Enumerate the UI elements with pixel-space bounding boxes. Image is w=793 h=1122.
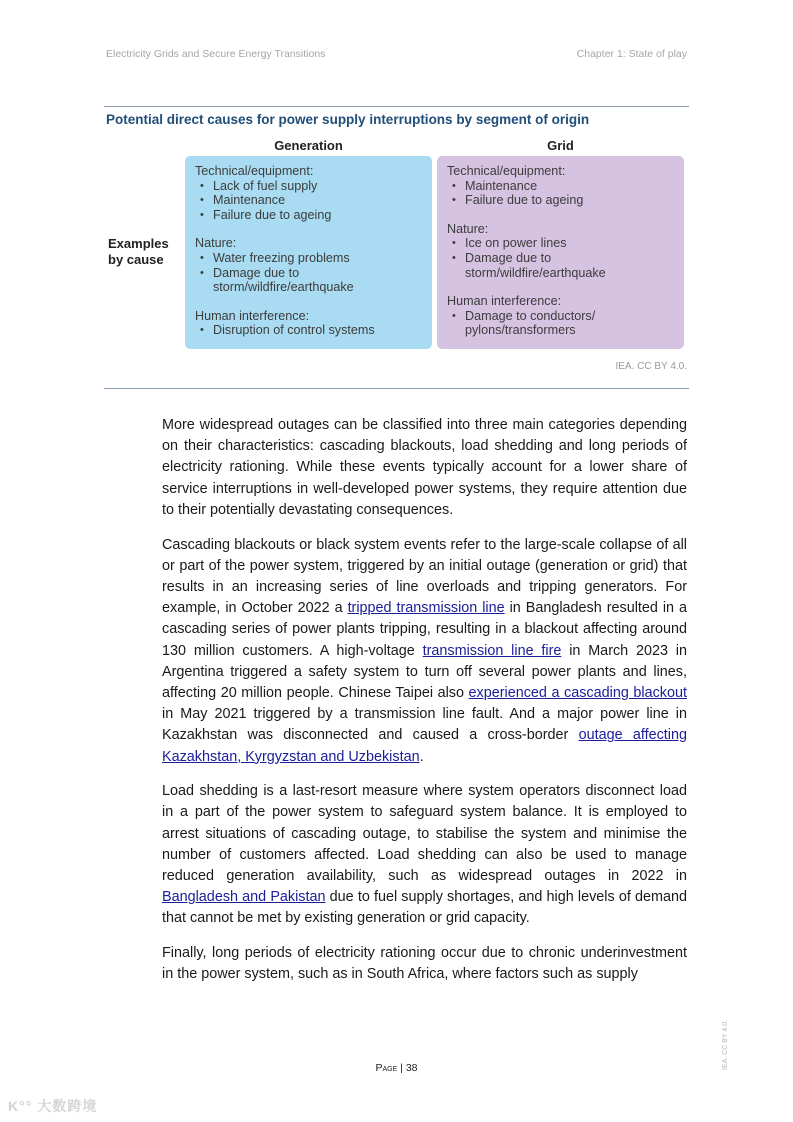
text-span: Cascading blackouts or black system events refer to the large-scale collapse of all or part of the power system, triggered by an initial outage (generation or grid) that results in an increasing series of line overloads and tripping generators. For example, in October 2022 a — [162, 536, 687, 617]
text-span: in May 2021 triggered by a transmission line fault. And a major power line in Kazakhstan was disconnected and caused a cross-border — [162, 706, 687, 744]
column-heading-generation: Generation — [274, 138, 343, 153]
generation-nature-group — [195, 236, 422, 294]
link-cascading-blackout[interactable]: experienced a cascading blackout — [468, 684, 687, 701]
column-heading-grid: Grid — [547, 138, 574, 153]
page-number-value: 38 — [405, 1062, 418, 1074]
generation-human-group — [195, 309, 422, 338]
text-span: Load shedding is a last-resort measure where system operators disconnect load in a part of the power system to safeguard system balance. It is employed to arrest situations of cascading outage, to stabilise the system and minimise the number of customers affected. Load shedding can also be used to manage reduced generation availability, such as widespread outages in 2022 in — [162, 783, 687, 885]
figure-credit: IEA. CC BY 4.0. — [615, 361, 687, 372]
group-title: Nature: — [447, 221, 489, 236]
figure-title: Potential direct causes for power supply interruptions by segment of origin — [106, 112, 590, 127]
list-item: • Maintenance — [447, 179, 674, 194]
text-span: . — [419, 748, 424, 765]
list-item: • Disruption of control systems — [195, 323, 422, 338]
text-span: due to fuel supply shortages, and high levels of demand that cannot be met by existing generation or grid capacity. — [162, 889, 687, 927]
list-item: • Damage due to storm/wildfire/earthquake — [195, 266, 422, 295]
list-item: • Damage to conductors/ pylons/transformers — [447, 309, 674, 338]
paragraph-outage-categories: More widespread outages can be classified into three main categories depending on their characteristics: cascading blackouts, load shedding and long periods of electricity rationing. While these events typically account for a lower share of service interruptions in well-developed power systems, they require attention due to their potentially devastating consequences. — [162, 417, 687, 518]
row-label-line-2: by cause — [108, 252, 164, 267]
figure-top-rule — [104, 106, 689, 107]
group-title: Technical/equipment: — [447, 164, 566, 178]
group-title: Human interference: — [195, 308, 310, 323]
list-item: • Ice on power lines — [447, 236, 674, 251]
page-separator: | — [397, 1062, 406, 1074]
list-item: • Damage due to storm/wildfire/earthquake — [447, 251, 674, 280]
page-number — [0, 1062, 793, 1074]
generation-technical-group — [195, 164, 422, 222]
grid-nature-group — [447, 222, 674, 280]
list-item: • Water freezing problems — [195, 251, 422, 266]
group-title: Nature: — [195, 236, 237, 251]
paragraph-cascading-blackouts — [162, 535, 687, 768]
list-item: • Failure due to ageing — [447, 193, 674, 208]
row-label-examples-by-cause — [108, 236, 169, 268]
list-item: • Lack of fuel supply — [195, 179, 422, 194]
side-credit: IEA. CC BY 4.0. — [722, 1019, 729, 1070]
grid-human-group — [447, 294, 674, 338]
list-item: • Failure due to ageing — [195, 208, 422, 223]
paragraph-rationing: Finally, long periods of electricity rationing occur due to chronic underinvestment in the power system, such as in South Africa, where factors such as supply — [162, 945, 687, 983]
figure-bottom-rule — [104, 388, 689, 389]
link-tripped-transmission-line[interactable]: tripped transmission line — [347, 600, 505, 617]
grid-causes-box — [437, 156, 684, 349]
watermark-logo: K°° 大数跨境 — [8, 1098, 98, 1114]
row-label-line-1: Examples — [108, 236, 169, 251]
running-header-chapter: Chapter 1: State of play — [576, 48, 687, 60]
group-title: Human interference: — [447, 294, 562, 309]
paragraph-load-shedding — [162, 781, 687, 929]
running-header-title: Electricity Grids and Secure Energy Transitions — [106, 48, 326, 60]
page-label: Page — [375, 1062, 398, 1074]
text-span: in Bangladesh resulted in a cascading series of power plants tripping, resulting in a blackout affecting around 130 million customers. A high-voltage — [162, 600, 688, 659]
link-outage-central-asia[interactable]: outage affecting Kazakhstan, Kyrgyzstan and Uzbekistan — [162, 727, 687, 765]
grid-technical-group — [447, 164, 674, 208]
group-title: Technical/equipment: — [195, 164, 314, 178]
link-bangladesh-pakistan[interactable]: Bangladesh and Pakistan — [162, 889, 326, 906]
link-transmission-line-fire[interactable]: transmission line fire — [422, 642, 562, 659]
body-text — [162, 415, 687, 999]
list-item: • Maintenance — [195, 193, 422, 208]
generation-causes-box — [185, 156, 432, 349]
text-span: in March 2023 in Argentina triggered a safety system to turn off several power plants and lines, affecting 20 million people. Chinese Taipei also — [162, 642, 688, 701]
